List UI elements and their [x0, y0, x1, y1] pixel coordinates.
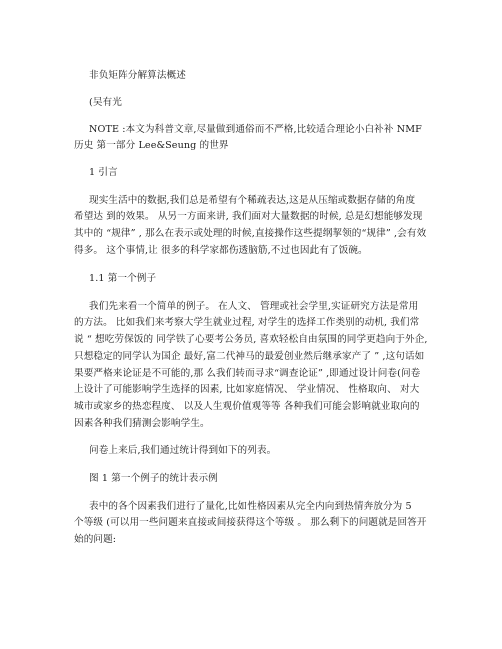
- note-line-2: 历史 第一部分 Lee&Seung 的世界: [74, 140, 229, 151]
- paragraph-3: 问卷上来后,我们通过统计得到如下的列表。: [89, 445, 277, 456]
- paragraph-2-line-5: 果要严格来论证是不可能的,那 么我们转而寻求“调查论证” ,即通过设计问卷(问卷: [74, 368, 421, 379]
- figure-1-caption: 图 1 第一个例子的统计表示例: [89, 473, 218, 484]
- note-line-1: NOTE :本文为科普文章,尽量做到通俗而不严格,比较适合理论小白补补 NMF: [89, 124, 422, 135]
- doc-title: 非负矩阵分解算法概述: [89, 70, 186, 81]
- paragraph-4-line-3: 始的问题:: [74, 534, 117, 545]
- paragraph-2-line-4: 只想稳定的同学认为国企 最好,富二代神马的最爱创业然后继承家产了 ” ,这句话如: [74, 351, 425, 362]
- paragraph-1-line-1: 现实生活中的数据,我们总是希望有个稀疏表达,这是从压缩或数据存储的角度: [89, 195, 416, 206]
- paragraph-1-line-2: 希望达 到的效果。 从另一方面来讲, 我们面对大量数据的时候, 总是幻想能够发现: [74, 211, 423, 222]
- paragraph-2-line-6: 上设计了可能影响学生选择的因素, 比如家庭情况、 学业情况、 性格取向、 对大: [74, 384, 420, 395]
- paragraph-2-line-2: 的方法。 比如我们来考察大学生就业过程, 对学生的选择工作类别的动机, 我们常: [74, 317, 420, 328]
- paragraph-2-line-1: 我们先来看一个简单的例子。 在人文、 管理或社会学里,实证研究方法是常用: [89, 301, 419, 312]
- paragraph-1-line-3: 其中的 “规律” , 那么在表示或处理的时候,直接操作这些提纲挈领的“规律” ,会有效: [74, 228, 427, 239]
- section-1-heading: 1 引言: [89, 167, 118, 178]
- paragraph-2-line-7: 城市或家乡的热恋程度、 以及人生观价值观等等 各种我们可能会影响就业取向的: [74, 401, 420, 412]
- paragraph-4-line-1: 表中的各个因素我们进行了量化,比如性格因素从完全内向到热情奔放分为 5: [89, 501, 412, 512]
- paragraph-4-line-2: 个等级 (可以用一些问题来直接或间接获得这个等级 。 那么剩下的问题就是回答开: [74, 517, 427, 528]
- paragraph-1-line-4: 得多。 这个事情,让 很多的科学家都伤透脑筋,不过也因此有了饭碗。: [74, 245, 368, 256]
- section-1-1-heading: 1.1 第一个例子: [89, 273, 157, 284]
- paragraph-2-line-8: 因素各种我们猜测会影响学生。: [74, 418, 210, 429]
- paragraph-2-line-3: 说 “ 想吃劳保饭的 同学铁了心要考公务员, 喜欢轻松自由氛围的同学更趋向于外企,: [74, 334, 428, 345]
- author-line: (吴有光: [89, 97, 122, 108]
